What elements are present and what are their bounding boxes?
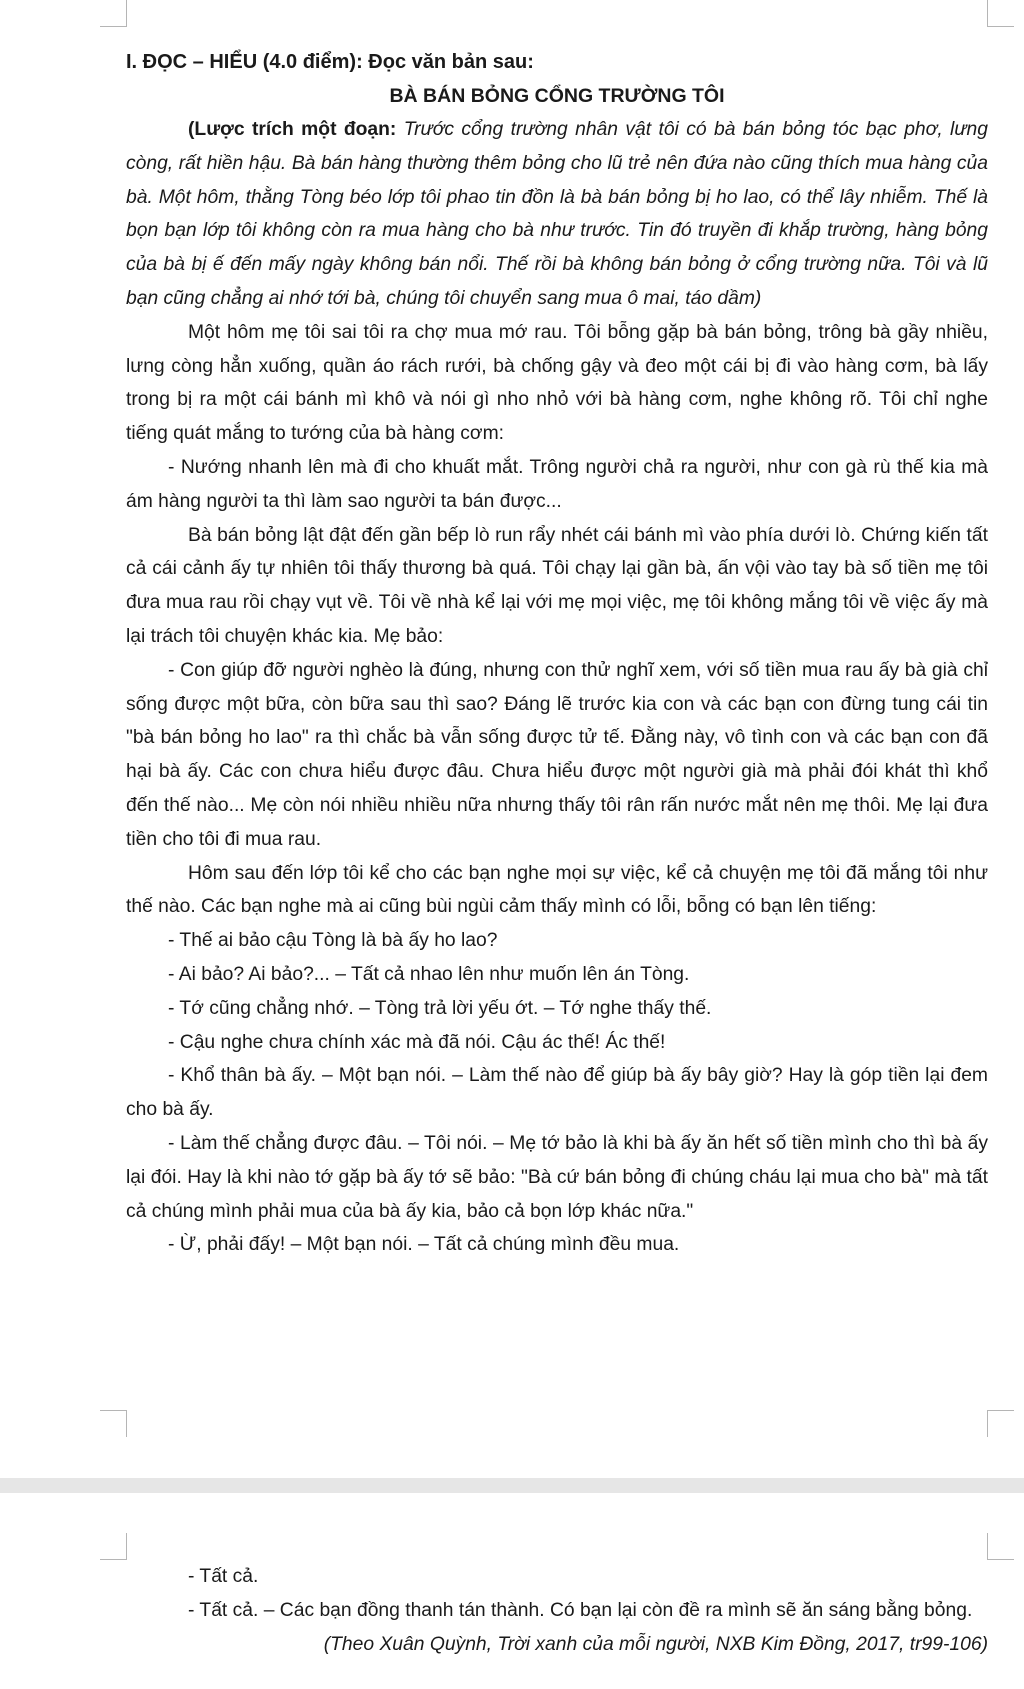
dialogue-line: - Tớ cũng chẳng nhớ. – Tòng trả lời yếu ớt. – Tớ nghe thấy thế. xyxy=(168,997,712,1019)
dialogue-line: - Ừ, phải đấy! – Một bạn nói. – Tất cả chúng mình đều mua. xyxy=(168,1234,680,1256)
summary-paragraph xyxy=(126,113,988,316)
summary-label: (Lược trích một đoạn: xyxy=(188,119,397,140)
page-corner-mark xyxy=(987,0,1014,27)
dialogue-line: - Nướng nhanh lên mà đi cho khuất mắt. Trông người chả ra người, như con gà rù thế kia mà ám hàng người ta thì làm sao người ta bán được... xyxy=(126,456,988,512)
page-corner-mark xyxy=(100,1533,127,1560)
dialogue-line: - Ai bảo? Ai bảo?... – Tất cả nhao lên như muốn lên án Tòng. xyxy=(168,963,690,985)
page-corner-mark xyxy=(100,0,127,27)
body-paragraph: Bà bán bỏng lật đật đến gần bếp lò run rẩy nhét cái bánh mì vào phía dưới lò. Chứng kiến tất cả cái cảnh ấy tự nhiên tôi thấy thương bà quá. Tôi chạy lại gần bà, ấn vội vào tay bà số tiền mẹ tôi đưa mua rau rồi chạy vụt về. Tôi về nhà kể lại với mẹ mọi việc, mẹ tôi không mắng tôi về việc ấy mà lại trách tôi chuyện khác kia. Mẹ bảo: xyxy=(126,524,988,647)
dialogue-line: - Thế ai bảo cậu Tòng là bà ấy ho lao? xyxy=(168,930,498,952)
page-separator xyxy=(0,1478,1024,1493)
document-page-2 xyxy=(0,1493,1024,1689)
dialogue-line: - Tất cả. – Các bạn đồng thanh tán thành. Có bạn lại còn đề ra mình sẽ ăn sáng bằng bỏng. xyxy=(188,1599,973,1621)
summary-text: Trước cổng trường nhân vật tôi có bà bán bỏng tóc bạc phơ, lưng còng, rất hiền hậu. Bà bán hàng thường thêm bỏng cho lũ trẻ nên đứa nào cũng thích mua hàng của bà. Một hôm, thằng Tòng béo lớp tôi phao tin đồn là bà bán bỏng bị ho lao, có thể lây nhiễm. Thế là bọn bạn lớp tôi không còn ra mua hàng cho bà như trước. Tin đó truyền đi khắp trường, hàng bỏng của bà bị ế đến mấy ngày không bán nổi. Thế rồi bà không bán bỏng ở cổng trường nữa. Tôi và lũ bạn cũng chẳng ai nhớ tới bà, chúng tôi chuyển sang mua ô mai, táo dầm) xyxy=(126,119,989,309)
page-2-content xyxy=(126,1560,988,1661)
body-paragraph: Hôm sau đến lớp tôi kể cho các bạn nghe mọi sự việc, kể cả chuyện mẹ tôi đã mắng tôi như thế nào. Các bạn nghe mà ai cũng bùi ngùi cảm thấy mình có lỗi, bỗng có bạn lên tiếng: xyxy=(126,862,988,918)
dialogue-line: - Khổ thân bà ấy. – Một bạn nói. – Làm thế nào để giúp bà ấy bây giờ? Hay là góp tiền lại đem cho bà ấy. xyxy=(126,1065,988,1121)
story-title: BÀ BÁN BỎNG CỔNG TRƯỜNG TÔI xyxy=(389,85,725,107)
page-corner-mark xyxy=(987,1533,1014,1560)
source-citation: (Theo Xuân Quỳnh, Trời xanh của mỗi người, NXB Kim Đồng, 2017, tr99-106) xyxy=(323,1633,988,1655)
dialogue-line: - Con giúp đỡ người nghèo là đúng, nhưng con thử nghĩ xem, với số tiền mua rau ấy bà già chỉ sống được một bữa, còn bữa sau thì sao? Đáng lẽ trước kia con và các bạn con đừng tung cái tin "bà bán bỏng ho lao" ra thì chắc bà vẫn sống được tử tế. Đằng này, vô tình con và các bạn con đã hại bà ấy. Các con chưa hiểu được đâu. Chưa hiểu được một người già mà phải đói khát thì khổ đến thế nào... Mẹ còn nói nhiều nhiều nữa nhưng thấy tôi rân rấn nước mắt nên mẹ thôi. Mẹ lại đưa tiền cho tôi đi mua rau. xyxy=(126,659,988,850)
section-instruction: : Đọc văn bản sau: xyxy=(356,51,534,73)
page-1-content xyxy=(126,45,988,1262)
page-corner-mark xyxy=(100,1410,127,1437)
page-corner-mark xyxy=(987,1410,1014,1437)
section-heading xyxy=(126,45,988,79)
dialogue-line: - Cậu nghe chưa chính xác mà đã nói. Cậu ác thế! Ác thế! xyxy=(168,1031,666,1053)
body-paragraph: Một hôm mẹ tôi sai tôi ra chợ mua mớ rau. Tôi bỗng gặp bà bán bỏng, trông bà gầy nhiều, lưng còng hẳn xuống, quần áo rách rưới, bà chống gậy và đeo một cái bị đi vào hàng cơm, bà lấy trong bị ra một cái bánh mì khô và nói gì nho nhỏ với bà hàng cơm, nghe không rõ. Tôi chỉ nghe tiếng quát mắng to tướng của bà hàng cơm: xyxy=(126,321,988,445)
dialogue-line: - Tất cả. xyxy=(188,1566,259,1587)
section-label: I. ĐỌC – HIỂU (4.0 điểm) xyxy=(126,51,357,73)
dialogue-line: - Làm thế chẳng được đâu. – Tôi nói. – Mẹ tớ bảo là khi bà ấy ăn hết số tiền mình cho thì bà ấy lại đói. Hay là khi nào tớ gặp bà ấy tớ sẽ bảo: "Bà cứ bán bỏng đi chúng cháu lại mua cho bà" mà tất cả chúng mình phải mua của bà ấy kia, bảo cả bọn lớp khác nữa." xyxy=(126,1132,988,1222)
